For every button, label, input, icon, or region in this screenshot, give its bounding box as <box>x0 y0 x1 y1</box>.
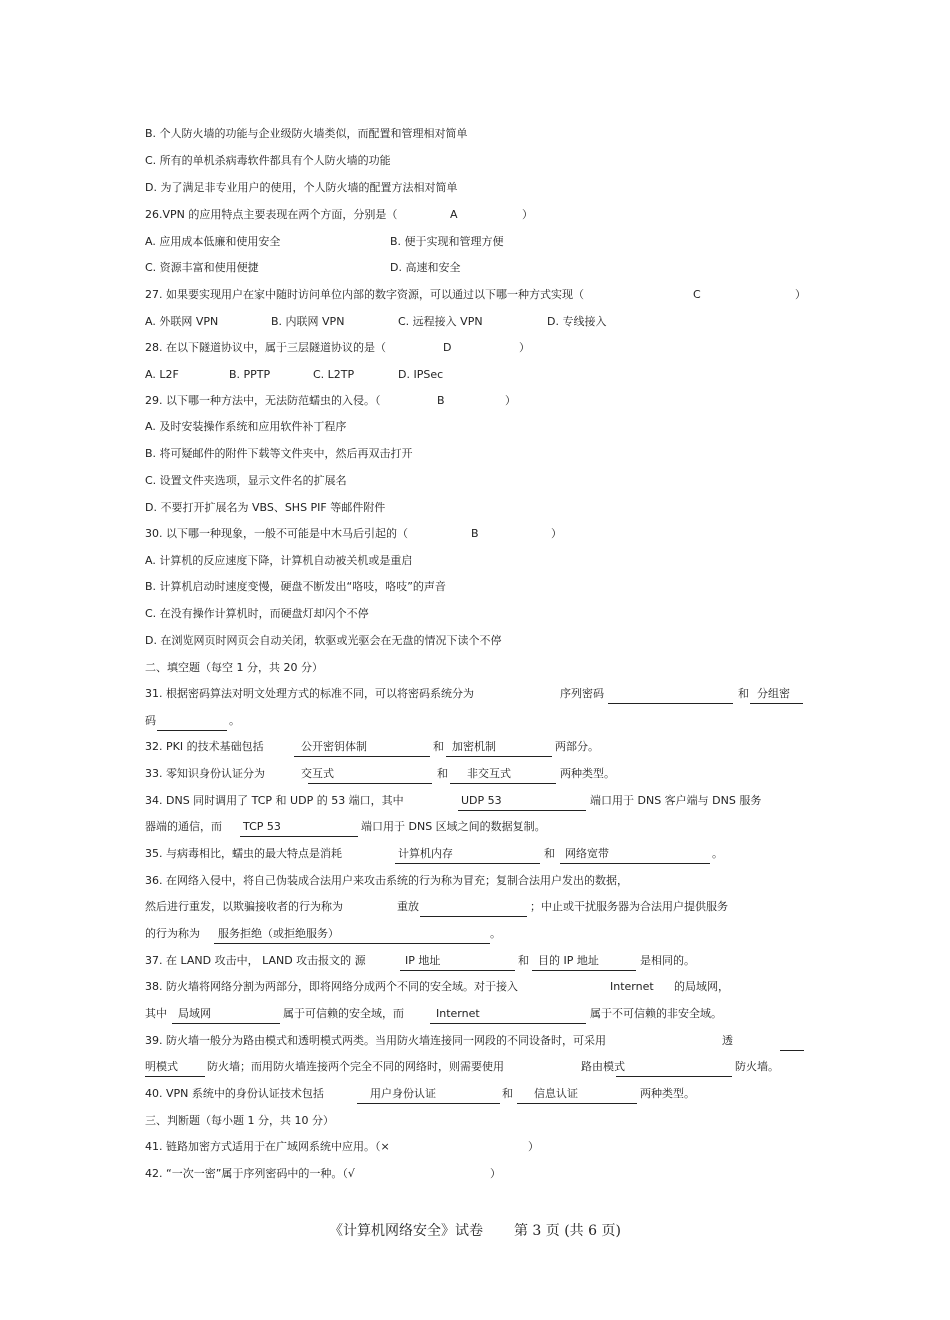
blank-32-1 <box>294 742 430 757</box>
blank-31-2 <box>750 689 803 704</box>
question-41-close: ） <box>528 1140 539 1153</box>
question-33-end: 两种类型。 <box>560 767 615 780</box>
question-40-text: 40. VPN 系统中的身份认证技术包括 <box>145 1087 324 1100</box>
question-35-answer-2: 网络宽带 <box>565 847 609 860</box>
section-3-heading: 三、判断题（每小题 1 分，共 10 分） <box>145 1114 334 1127</box>
question-39-answer-1b: 明模式 <box>145 1060 178 1073</box>
question-35-text: 35. 与病毒相比，蠕虫的最大特点是消耗 <box>145 847 342 860</box>
blank-34-2 <box>240 822 358 837</box>
question-37-answer-2: 目的 IP 地址 <box>538 954 599 967</box>
question-39-text: 39. 防火墙一般分为路由模式和透明模式两类。当用防火墙连接同一网段的不同设备时，可采用 <box>145 1034 606 1047</box>
question-26-stem: 26.VPN 的应用特点主要表现在两个方面，分别是（ <box>145 208 398 221</box>
question-38-answer-2: Internet <box>436 1007 480 1020</box>
blank-39-2 <box>145 1062 205 1077</box>
question-32-text: 32. PKI 的技术基础包括 <box>145 740 264 753</box>
blank-35-1 <box>395 849 540 864</box>
question-41-text: 41. 链路加密方式适用于在广域网系统中应用。（× <box>145 1140 390 1153</box>
question-40-answer-2: 信息认证 <box>534 1087 578 1100</box>
question-36-answer-1: 重放 <box>397 900 419 913</box>
question-40-answer-1: 用户身份认证 <box>370 1087 436 1100</box>
option-27-c: C. 远程接入 VPN <box>398 315 483 328</box>
question-37-and: 和 <box>518 954 529 967</box>
question-32-answer-2: 加密机制 <box>452 740 496 753</box>
option-29-c: C. 设置文件夹选项，显示文件名的扩展名 <box>145 474 347 487</box>
option-25-d: D. 为了满足非专业用户的使用，个人防火墙的配置方法相对简单 <box>145 181 458 194</box>
question-29-answer: B <box>437 394 445 407</box>
option-26-c: C. 资源丰富和使用便捷 <box>145 261 259 274</box>
blank-33-2 <box>450 769 556 784</box>
option-28-d: D. IPSec <box>398 368 444 381</box>
question-36-mid: ；中止或干扰服务器为合法用户提供服务 <box>530 900 728 913</box>
question-40-and: 和 <box>502 1087 513 1100</box>
question-30-close: ） <box>551 527 562 540</box>
option-29-d: D. 不要打开扩展名为 VBS、SHS PIF 等邮件附件 <box>145 501 386 514</box>
question-36-end: 。 <box>490 927 501 940</box>
question-34-text: 34. DNS 同时调用了 TCP 和 UDP 的 53 端口，其中 <box>145 794 404 807</box>
option-30-c: C. 在没有操作计算机时，而硬盘灯却闪个不停 <box>145 607 369 620</box>
question-37-answer-1: IP 地址 <box>405 954 441 967</box>
question-34-end: 端口用于 DNS 区域之间的数据复制。 <box>361 820 546 833</box>
blank-36-2 <box>214 929 490 944</box>
option-27-a: A. 外联网 VPN <box>145 315 219 328</box>
question-42-close: ） <box>490 1167 501 1180</box>
question-27-stem: 27. 如果要实现用户在家中随时访问单位内部的数字资源，可以通过以下哪一种方式实现（ <box>145 288 584 301</box>
section-2-heading: 二、填空题（每空 1 分，共 20 分） <box>145 661 323 674</box>
question-38-answer-1: 局域网 <box>178 1007 211 1020</box>
question-35-and: 和 <box>544 847 555 860</box>
option-28-a: A. L2F <box>145 368 179 381</box>
question-32-answer-1: 公开密钥体制 <box>301 740 367 753</box>
option-30-b: B. 计算机启动时速度变慢，硬盘不断发出“咯吱，咯吱”的声音 <box>145 580 446 593</box>
blank-39-3 <box>616 1062 732 1077</box>
option-30-a: A. 计算机的反应速度下降，计算机自动被关机或是重启 <box>145 554 413 567</box>
question-38-mid: 属于可信赖的安全域，而 <box>283 1007 404 1020</box>
question-35-end: 。 <box>712 847 723 860</box>
option-25-b: B. 个人防火墙的功能与企业级防火墙类似，而配置和管理相对简单 <box>145 127 468 140</box>
question-27-answer: C <box>693 288 701 301</box>
blank-40-2 <box>517 1089 637 1104</box>
question-38-line2: 其中 <box>145 1007 167 1020</box>
question-31-and: 和 <box>738 687 749 700</box>
question-29-stem: 29. 以下哪一种方法中，无法防范蠕虫的入侵。（ <box>145 394 381 407</box>
question-31-end: 。 <box>229 714 240 727</box>
blank-40-1 <box>357 1089 500 1104</box>
option-28-c: C. L2TP <box>313 368 355 381</box>
question-28-stem: 28. 在以下隧道协议中，属于三层隧道协议的是（ <box>145 341 386 354</box>
question-39-mid: 防火墙；而用防火墙连接两个完全不同的网络时，则需要使用 <box>207 1060 504 1073</box>
option-26-a: A. 应用成本低廉和使用安全 <box>145 235 281 248</box>
page-footer <box>0 1220 950 1240</box>
option-27-b: B. 内联网 VPN <box>271 315 345 328</box>
question-42-text: 42. “一次一密”属于序列密码中的一种。（√ <box>145 1167 355 1180</box>
question-26-answer: A <box>450 208 458 221</box>
question-38-end: 属于不可信赖的非安全域。 <box>590 1007 722 1020</box>
question-34-answer-1: UDP 53 <box>461 794 502 807</box>
blank-36-1 <box>420 902 527 917</box>
question-32-and: 和 <box>433 740 444 753</box>
question-39-answer-1a: 透 <box>722 1034 733 1047</box>
question-33-text: 33. 零知识身份认证分为 <box>145 767 265 780</box>
blank-34-1 <box>458 796 586 811</box>
question-33-answer-2: 非交互式 <box>467 767 511 780</box>
option-25-c: C. 所有的单机杀病毒软件都具有个人防火墙的功能 <box>145 154 391 167</box>
question-26 <box>145 208 397 222</box>
question-28-answer: D <box>443 341 452 354</box>
question-38-internet: Internet <box>610 980 654 993</box>
question-29-close: ） <box>505 394 516 407</box>
question-38-text-end: 的局域网， <box>674 980 729 993</box>
blank-39-1 <box>780 1036 804 1051</box>
blank-38-1 <box>172 1009 280 1024</box>
blank-33-1 <box>308 769 432 784</box>
option-26-d: D. 高速和安全 <box>390 261 461 274</box>
question-34-line2: 器端的通信，而 <box>145 820 222 833</box>
question-37-end: 是相同的。 <box>640 954 695 967</box>
option-28-b: B. PPTP <box>229 368 271 381</box>
question-34-mid: 端口用于 DNS 客户端与 DNS 服务 <box>590 794 762 807</box>
footer-title: 《计算机网络安全》试卷 <box>329 1223 484 1239</box>
question-27-close: ） <box>795 288 806 301</box>
question-40-end: 两种类型。 <box>640 1087 695 1100</box>
question-37-text: 37. 在 LAND 攻击中， LAND 攻击报文的 源 <box>145 954 366 967</box>
question-31-answer-2b: 码 <box>145 714 156 727</box>
question-33-answer-1: 交互式 <box>301 767 334 780</box>
question-38-text: 38. 防火墙将网络分割为两部分，即将网络分成两个不同的安全域。对于接入 <box>145 980 518 993</box>
option-30-d: D. 在浏览网页时网页会自动关闭，软驱或光驱会在无盘的情况下读个不停 <box>145 634 502 647</box>
footer-page-number: 第 3 页 (共 6 页) <box>513 1223 621 1239</box>
question-30-stem: 30. 以下哪一种现象，一般不可能是中木马后引起的（ <box>145 527 408 540</box>
blank-35-2 <box>560 849 710 864</box>
question-36-line3: 的行为称为 <box>145 927 200 940</box>
question-36-answer-2: 服务拒绝（或拒绝服务） <box>218 927 339 940</box>
question-36-text: 36. 在网络入侵中，将自己伪装成合法用户来攻击系统的行为称为冒充；复制合法用户发出的数据， <box>145 874 628 887</box>
question-34-answer-2: TCP 53 <box>243 820 281 833</box>
question-31-text: 31. 根据密码算法对明文处理方式的标准不同，可以将密码系统分为 <box>145 687 474 700</box>
question-31-answer-1: 序列密码 <box>560 687 604 700</box>
question-32-end: 两部分。 <box>555 740 599 753</box>
question-33-and: 和 <box>437 767 448 780</box>
question-35-answer-1: 计算机内存 <box>398 847 453 860</box>
blank-37-2 <box>532 956 636 971</box>
question-30-answer: B <box>471 527 479 540</box>
option-27-d: D. 专线接入 <box>547 315 607 328</box>
question-31-answer-2a: 分组密 <box>757 687 790 700</box>
option-26-b: B. 便于实现和管理方便 <box>390 235 504 248</box>
option-29-a: A. 及时安装操作系统和应用软件补丁程序 <box>145 420 347 433</box>
question-39-answer-2: 路由模式 <box>581 1060 625 1073</box>
blank-32-2 <box>446 742 552 757</box>
question-28-close: ） <box>519 341 530 354</box>
blank-31-1 <box>608 689 733 704</box>
blank-37-1 <box>400 956 515 971</box>
question-26-close: ） <box>522 208 533 221</box>
blank-38-2 <box>430 1009 586 1024</box>
question-39-end: 防火墙。 <box>735 1060 779 1073</box>
option-29-b: B. 将可疑邮件的附件下载等文件夹中，然后再双击打开 <box>145 447 413 460</box>
blank-31-3 <box>157 716 227 731</box>
question-36-line2: 然后进行重发，以欺骗接收者的行为称为 <box>145 900 343 913</box>
